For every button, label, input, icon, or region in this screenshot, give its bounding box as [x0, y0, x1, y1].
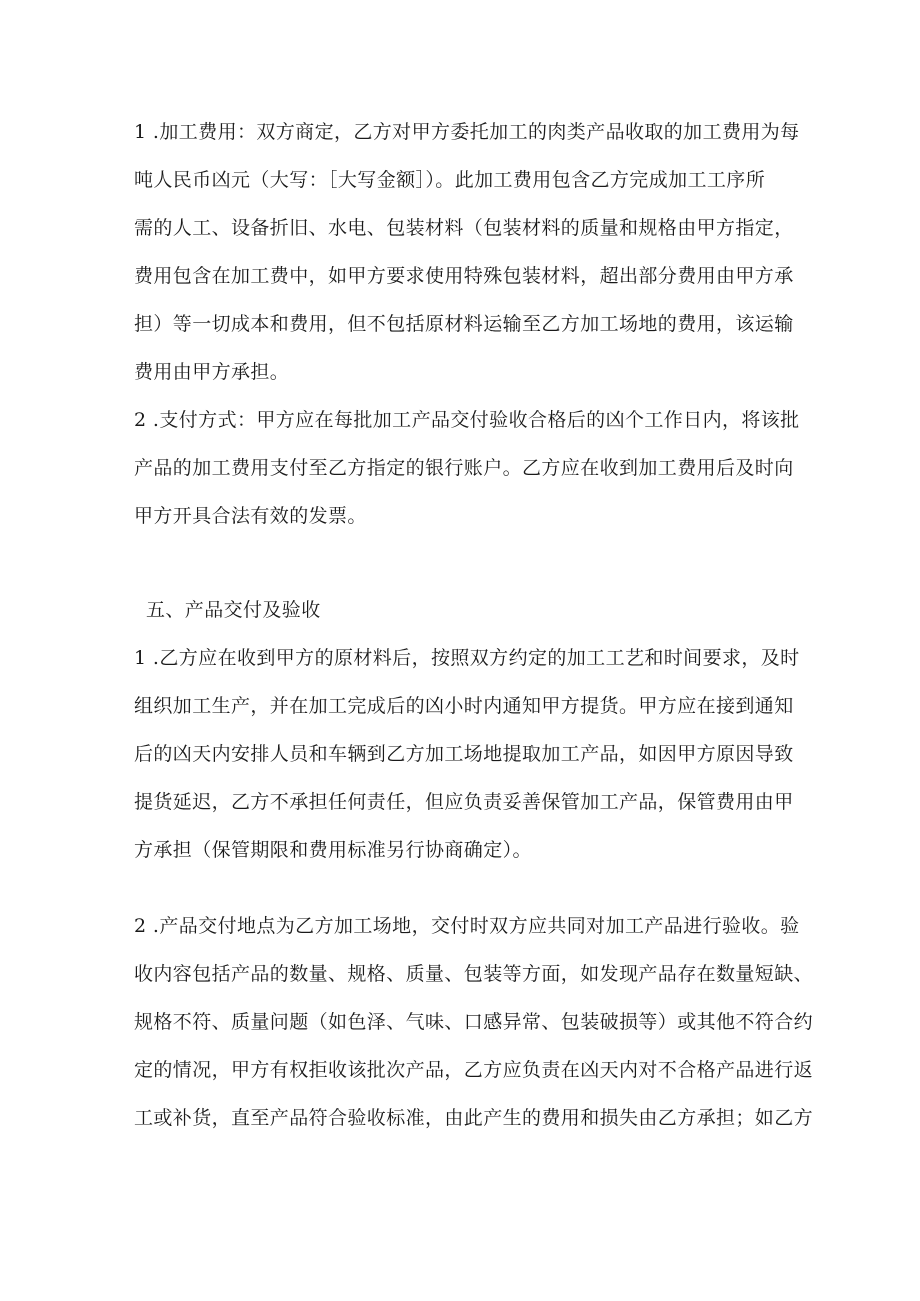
- clause-processing-fee: [134, 108, 800, 396]
- text-line: 后的凶天内安排人员和车辆到乙方加工场地提取加工产品，如因甲方原因导致: [134, 743, 794, 765]
- text-line: 2 .支付方式：甲方应在每批加工产品交付验收合格后的凶个工作日内，将该批: [134, 409, 800, 431]
- text-line: 需的人工、设备折旧、水电、包装材料（包装材料的质量和规格由甲方指定，: [134, 217, 794, 239]
- text-line: 定的情况，甲方有权拒收该批次产品，乙方应负责在凶天内对不合格产品进行返: [134, 1059, 814, 1081]
- clause-delivery-pickup: [134, 634, 800, 874]
- text-line: 费用由甲方承担。: [134, 361, 290, 383]
- text-line: 甲方开具合法有效的发票。: [134, 505, 367, 527]
- text-line: 工或补货，直至产品符合验收标准，由此产生的费用和损失由乙方承担；如乙方: [134, 1107, 814, 1129]
- text-line: 提货延迟，乙方不承担任何责任，但应负责妥善保管加工产品，保管费用由甲: [134, 791, 794, 813]
- text-line: 2 .产品交付地点为乙方加工场地，交付时双方应共同对加工产品进行验收。验: [134, 915, 800, 937]
- text-line: 1 .加工费用：双方商定，乙方对甲方委托加工的肉类产品收取的加工费用为每: [134, 121, 800, 143]
- text-line: 1 .乙方应在收到甲方的原材料后，按照双方约定的加工工艺和时间要求，及时: [134, 647, 800, 669]
- text-line: 产品的加工费用支付至乙方指定的银行账户。乙方应在收到加工费用后及时向: [134, 457, 794, 479]
- clause-delivery-inspection: [134, 902, 814, 1142]
- text-line: 组织加工生产，并在加工完成后的凶小时内通知甲方提货。甲方应在接到通知: [134, 695, 794, 717]
- text-line: 方承担（保管期限和费用标准另行协商确定）。: [134, 839, 532, 861]
- text-line: 收内容包括产品的数量、规格、质量、包装等方面，如发现产品存在数量短缺、: [134, 963, 814, 985]
- text-line: 费用包含在加工费中，如甲方要求使用特殊包装材料，超出部分费用由甲方承: [134, 265, 794, 287]
- section-heading: 五、产品交付及验收: [146, 599, 321, 621]
- clause-payment-method: [134, 396, 800, 540]
- text-line: 规格不符、质量问题（如色泽、气味、口感异常、包装破损等）或其他不符合约: [134, 1011, 814, 1033]
- text-line: 担）等一切成本和费用，但不包括原材料运输至乙方加工场地的费用，该运输: [134, 313, 794, 335]
- text-line: 吨人民币凶元（大写：［大写金额］）。此加工费用包含乙方完成加工工序所: [134, 169, 766, 191]
